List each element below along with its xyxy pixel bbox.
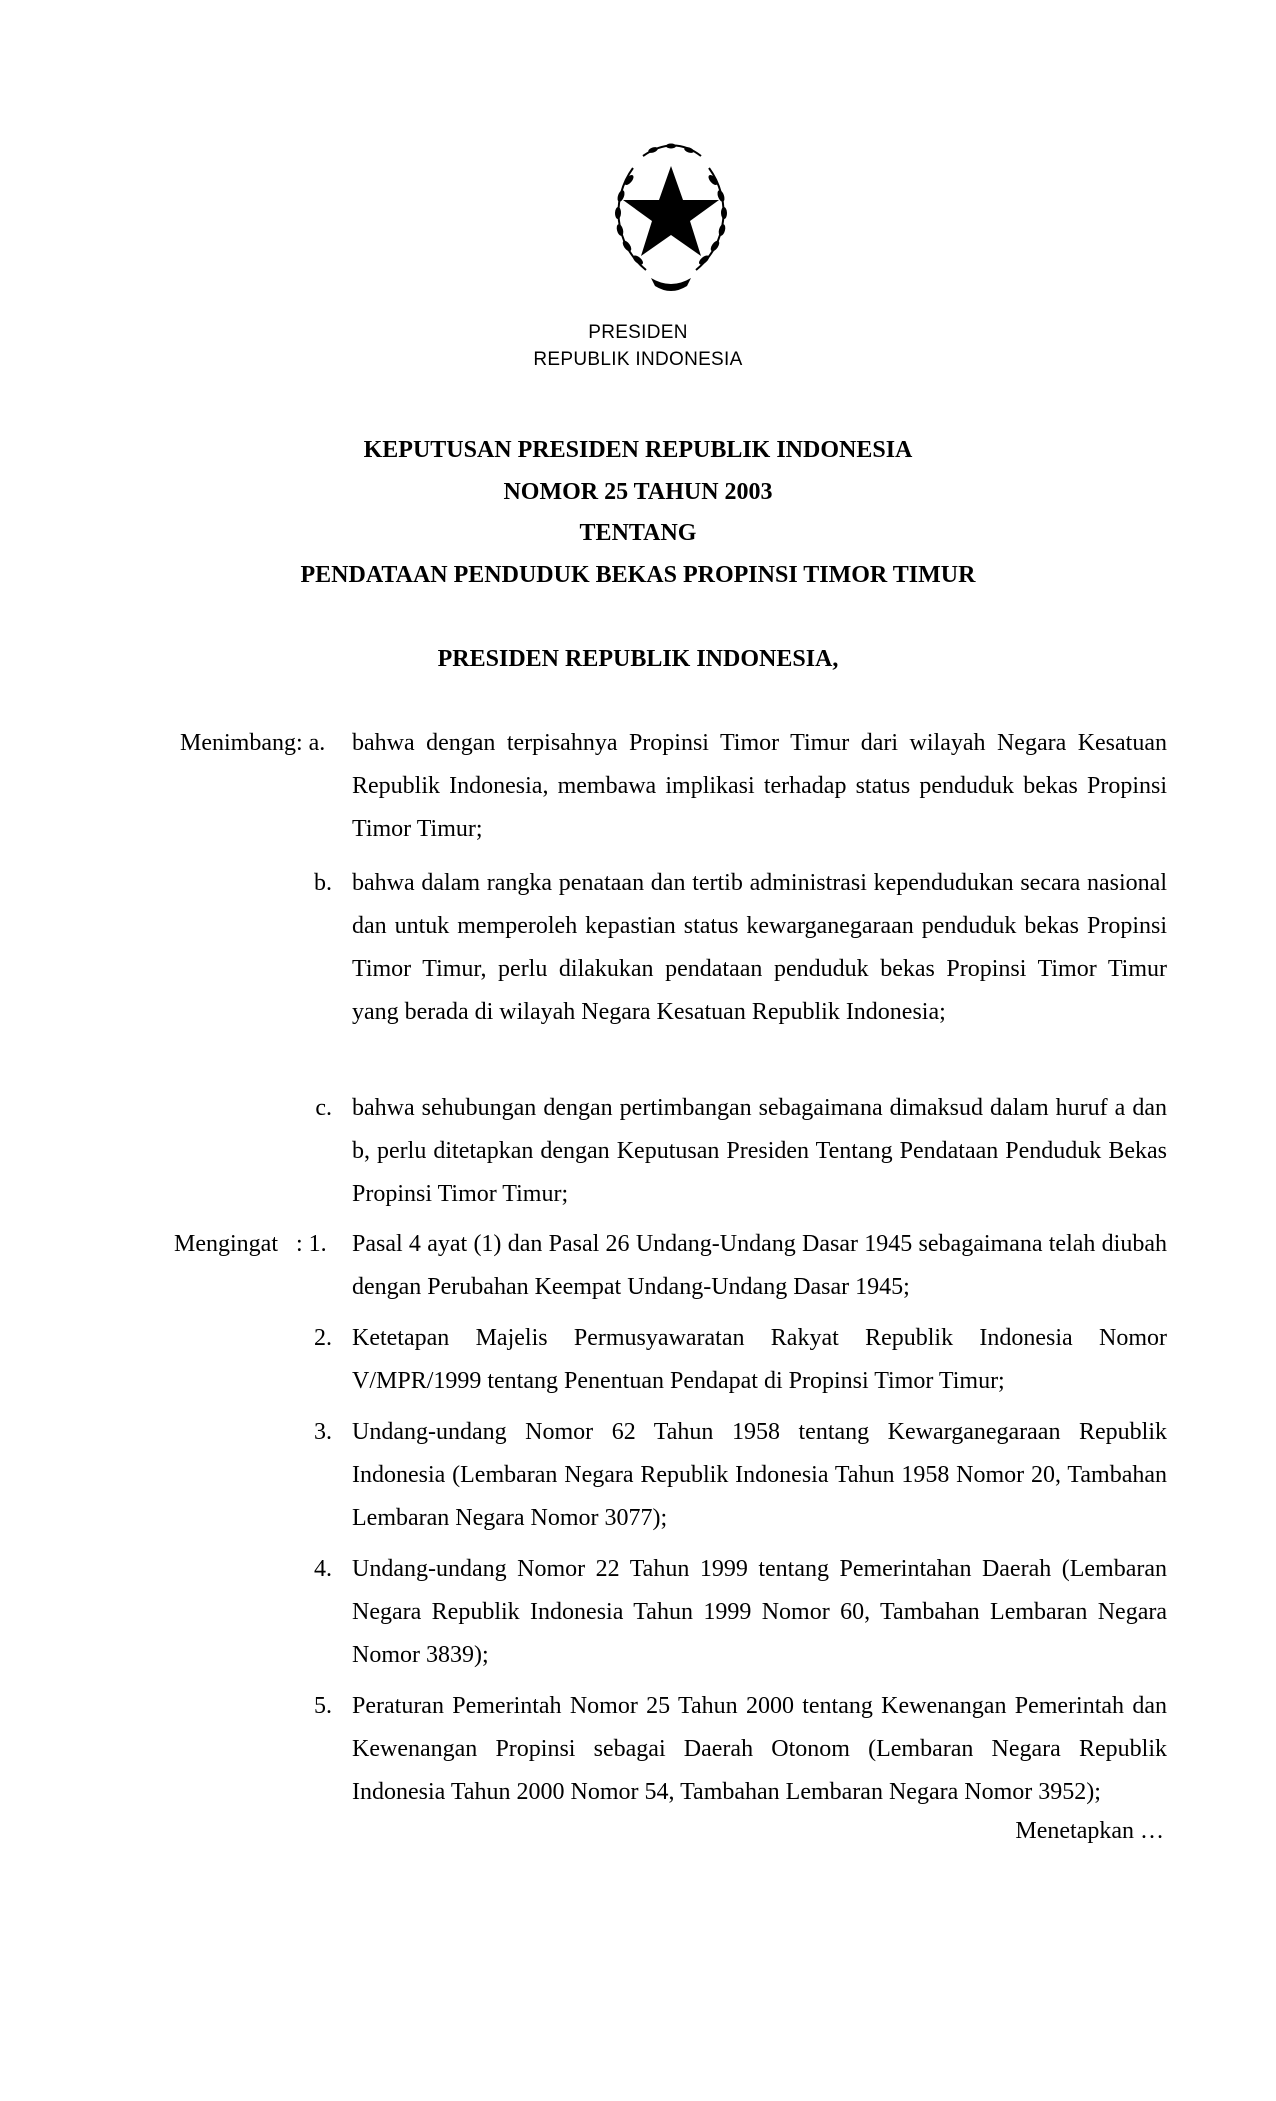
mengingat-item-5: Peraturan Pemerintah Nomor 25 Tahun 2000 tentang Kewenangan Pemerintah dan Kewenangan Propinsi sebagai Daerah Otonom (Lembaran Negara Republik Indonesia Tahun 2000 Nomor 54, Tambahan Lembaran Negara Nomor 3952); — [352, 1693, 1167, 1805]
decree-subject: PENDATAAN PENDUDUK BEKAS PROPINSI TIMOR TIMUR — [300, 562, 976, 588]
mengingat-item-2: Ketetapan Majelis Permusyawaratan Rakyat Republik Indonesia Nomor V/MPR/1999 tentang Penentuan Pendapat di Propinsi Timor Timur; — [352, 1325, 1167, 1394]
menimbang-item-a: bahwa dengan terpisahnya Propinsi Timor Timur dari wilayah Negara Kesatuan Republik Indonesia, membawa implikasi terhadap status penduduk bekas Propinsi Timor Timur; — [352, 730, 1167, 842]
office-line-republic: REPUBLIK INDONESIA — [533, 349, 743, 370]
mengingat-marker-3: 3. — [314, 1419, 332, 1445]
menimbang-label: Menimbang: a. — [180, 730, 326, 756]
decree-title: KEPUTUSAN PRESIDEN REPUBLIK INDONESIA — [363, 437, 913, 463]
mengingat-label: Mengingat : 1. — [174, 1231, 327, 1257]
page-continuation: Menetapkan … — [1015, 1818, 1164, 1844]
mengingat-marker-5: 5. — [314, 1693, 332, 1719]
menimbang-item-b: bahwa dalam rangka penataan dan tertib administrasi kependudukan secara nasional dan untuk memperoleh kepastian status kewarganegaraan penduduk bekas Propinsi Timor Timur, perlu dilakukan pendataan penduduk bekas Propinsi Timor Timur yang berada di wilayah Negara Kesatuan Republik Indonesia; — [352, 870, 1167, 1025]
mengingat-item-4: Undang-undang Nomor 22 Tahun 1999 tentang Pemerintahan Daerah (Lembaran Negara Republik Indonesia Tahun 1999 Nomor 60, Tambahan Lembaran Negara Nomor 3839); — [352, 1556, 1167, 1668]
mengingat-item-3: Undang-undang Nomor 62 Tahun 1958 tentang Kewarganegaraan Republik Indonesia (Lembaran Negara Republik Indonesia Tahun 1958 Nomor 20, Tambahan Lembaran Negara Nomor 3077); — [352, 1419, 1167, 1531]
office-line-president: PRESIDEN — [588, 322, 688, 343]
menimbang-item-c: bahwa sehubungan dengan pertimbangan sebagaimana dimaksud dalam huruf a dan b, perlu ditetapkan dengan Keputusan Presiden Tentang Pendataan Penduduk Bekas Propinsi Timor Timur; — [352, 1095, 1167, 1207]
state-emblem-icon — [591, 128, 751, 298]
mengingat-marker-2: 2. — [314, 1325, 332, 1351]
menimbang-marker-b: b. — [314, 870, 332, 896]
menimbang-marker-c: c. — [315, 1095, 332, 1121]
decree-about: TENTANG — [579, 520, 697, 546]
mengingat-marker-4: 4. — [314, 1556, 332, 1582]
decree-number: NOMOR 25 TAHUN 2003 — [503, 479, 773, 505]
mengingat-item-1: Pasal 4 ayat (1) dan Pasal 26 Undang-Undang Dasar 1945 sebagaimana telah diubah dengan Perubahan Keempat Undang-Undang Dasar 1945; — [352, 1231, 1167, 1300]
issuer-heading: PRESIDEN REPUBLIK INDONESIA, — [437, 646, 839, 672]
